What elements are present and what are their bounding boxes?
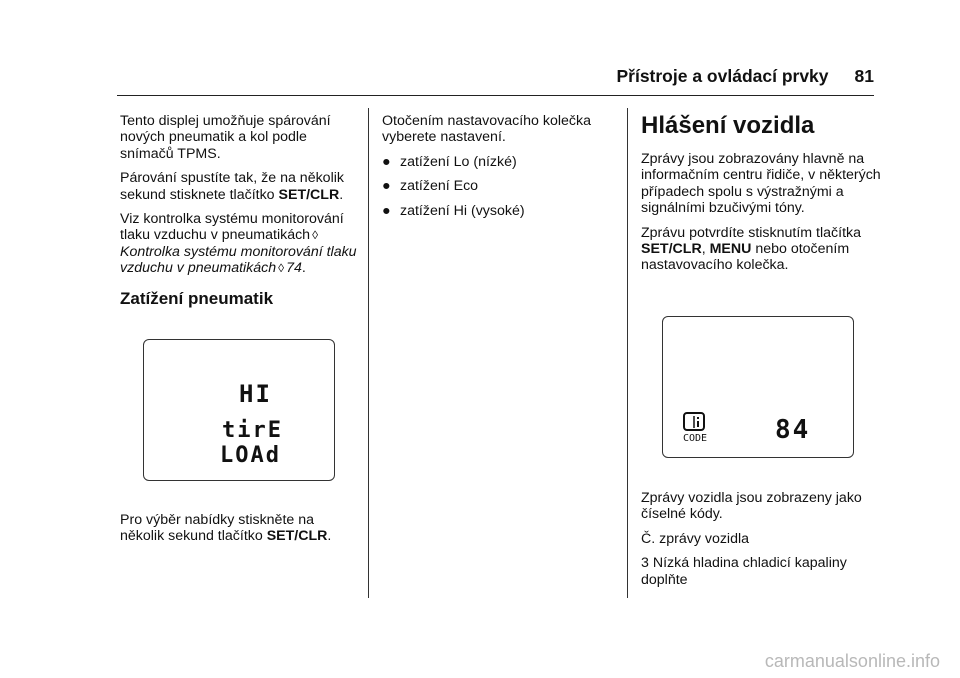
reference-page: 74 — [286, 260, 302, 277]
paragraph: Zprávy jsou zobrazovány hlavně na informačním centru řidiče, v některých případech spolu s výstražnými a signálními bzučivými tóny. — [641, 151, 881, 217]
lcd-line-1: HI — [239, 380, 272, 408]
paragraph: Viz kontrolka systému monitorování tlaku vzduchu v pneumatikách ◊ Kontrolka systému monitorování tlaku vzduchu v pneumatikách ◊ 74. — [120, 211, 357, 277]
header-rule — [117, 95, 874, 96]
bullet-icon: ● — [382, 202, 391, 219]
reference-icon: ◊ — [278, 261, 285, 276]
list-item — [382, 203, 622, 219]
lcd-line-2: tirE — [222, 418, 283, 443]
list-item — [382, 178, 622, 194]
column-2 — [382, 113, 622, 227]
lcd-line-3: LOAd — [220, 443, 281, 468]
page-number: 81 — [854, 66, 874, 86]
text: , — [701, 241, 710, 258]
watermark: carmanualsonline.info — [764, 651, 940, 671]
text: . — [327, 528, 332, 545]
section-heading: Zatížení pneumatik — [120, 288, 274, 308]
paragraph — [120, 512, 360, 545]
button-name: SET/CLR — [266, 528, 328, 545]
list-item-text: zatížení Hi (vysoké) — [400, 202, 525, 219]
text: . — [339, 186, 344, 203]
column-1-lower — [120, 512, 360, 553]
column-3-lower — [641, 490, 881, 596]
button-name: MENU — [709, 241, 752, 258]
list-item-text: zatížení Eco — [400, 178, 479, 195]
reference-icon: ◊ — [312, 228, 319, 243]
bullet-icon: ● — [382, 153, 391, 170]
button-name: SET/CLR — [641, 241, 702, 258]
list-item-text: zatížení Lo (nízké) — [400, 153, 517, 170]
paragraph — [120, 170, 360, 203]
text: Pro výběr nabídky stiskněte na několik sekund tlačítko — [120, 512, 314, 545]
lcd-display-tire-load — [143, 339, 335, 481]
column-3 — [641, 113, 881, 282]
column-1 — [120, 113, 360, 307]
bullet-icon: ● — [382, 178, 391, 195]
paragraph: 3 Nízká hladina chladicí kapaliny doplňte — [641, 555, 847, 588]
paragraph — [641, 225, 881, 274]
text: Párování spustíte tak, že na několik sekund stisknete tlačítko — [120, 170, 344, 203]
paragraph: Zprávy vozidla jsou zobrazeny jako číselné kódy. — [641, 490, 862, 523]
lcd-display-vehicle-code — [662, 316, 854, 458]
code-value: 84 — [775, 415, 811, 445]
column-divider — [368, 108, 369, 598]
text: nebo otočením nastavovacího kolečka. — [641, 241, 850, 274]
list-item — [382, 154, 622, 170]
text: Zprávu potvrdíte stisknutím tlačítka — [641, 224, 861, 241]
paragraph: Č. zprávy vozidla — [641, 530, 750, 547]
cross-reference-link[interactable]: Kontrolka systému monitorování tlaku vzduchu v pneumatikách — [120, 243, 357, 277]
page-header — [616, 66, 874, 87]
column-divider — [627, 108, 628, 598]
section-title: Hlášení vozidla — [641, 112, 815, 139]
text: Viz kontrolka systému monitorování tlaku vzduchu v pneumatikách — [120, 211, 344, 244]
info-book-icon — [683, 412, 705, 432]
header-title: Přístroje a ovládací prvky — [616, 66, 829, 86]
paragraph: Tento displej umožňuje spárování nových pneumatik a kol podle snímačů TPMS. — [120, 113, 331, 162]
code-label: CODE — [683, 433, 708, 444]
button-name: SET/CLR — [278, 186, 340, 203]
paragraph: Otočením nastavovacího kolečka vyberete nastavení. — [382, 113, 591, 146]
